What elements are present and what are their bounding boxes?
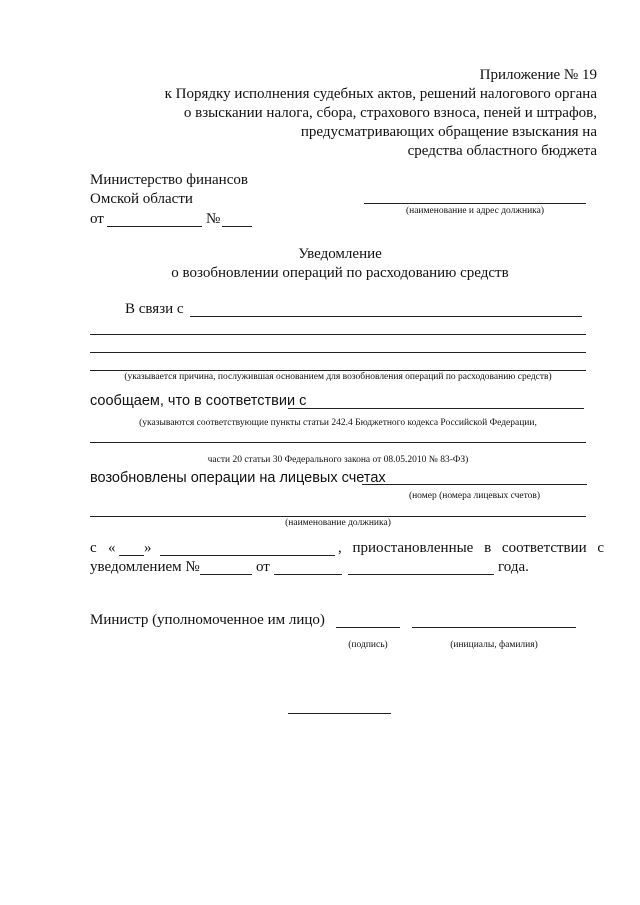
appendix-number: Приложение № 19 [479, 67, 597, 83]
notice-month-field[interactable] [348, 574, 494, 575]
debtor-name-line[interactable] [90, 516, 586, 517]
sender-date-field[interactable] [107, 226, 202, 227]
debtor-name-field[interactable] [364, 203, 586, 204]
month-year-field[interactable] [160, 555, 335, 556]
initials-caption: (инициалы, фамилия) [450, 640, 538, 650]
sender-ministry: Министерство финансов [90, 172, 248, 188]
day-field[interactable] [119, 555, 144, 556]
reason-field-2[interactable] [90, 334, 586, 335]
header-line-2: к Порядку исполнения судебных актов, решений налогового органа [164, 86, 597, 102]
footer-separator [288, 713, 391, 714]
header-line-4: предусматривающих обращение взыскания на [300, 124, 597, 140]
initials-field[interactable] [412, 627, 576, 628]
debtor-caption: (наименование и адрес должника) [405, 206, 545, 216]
sender-region: Омской области [90, 191, 193, 207]
signature-caption: (подпись) [348, 640, 388, 650]
law-field-2[interactable] [90, 442, 586, 443]
notice-date-field[interactable] [274, 574, 342, 575]
law-caption-1: (указываются соответствующие пункты статьи 242.4 Бюджетного кодекса Российской Федерации, [139, 418, 537, 428]
header-line-3: о взыскании налога, сбора, страхового взноса, пеней и штрафов, [183, 105, 597, 121]
accounts-field[interactable] [362, 484, 587, 485]
sender-date-prefix: от [90, 211, 104, 227]
notice-prefix: уведомлением № [90, 559, 200, 575]
quote-close: » [144, 540, 152, 556]
from-prefix: с [90, 540, 97, 556]
reason-caption: (указывается причина, послужившая основанием для возобновления операций по расходованию средств) [124, 372, 552, 382]
reason-prefix: В связи с [125, 301, 184, 317]
inform-prefix: сообщаем, что в соответствии с [90, 393, 307, 409]
law-caption-2: части 20 статьи 30 Федерального закона от 08.05.2010 № 83-ФЗ) [207, 455, 469, 465]
accounts-prefix: возобновлены операции на лицевых счетах [90, 470, 386, 486]
header-line-5: средства областного бюджета [407, 143, 597, 159]
sender-number-field[interactable] [222, 226, 252, 227]
quote-open: « [108, 540, 116, 556]
document-subtitle: о возобновлении операций по расходованию средств [171, 265, 509, 281]
suspended-text: , приостановленные в соответствии с [338, 540, 605, 556]
signer-label: Министр (уполномоченное им лицо) [90, 612, 325, 628]
law-field[interactable] [288, 408, 584, 409]
reason-field-3[interactable] [90, 352, 586, 353]
document-title: Уведомление [298, 246, 382, 262]
reason-field-1[interactable] [190, 316, 582, 317]
signature-field[interactable] [336, 627, 400, 628]
notice-number-field[interactable] [200, 574, 252, 575]
reason-field-4[interactable] [90, 370, 586, 371]
notice-from: от [256, 559, 270, 575]
debtor-name-caption: (наименование должника) [285, 518, 391, 528]
accounts-caption: (номер (номера лицевых счетов) [408, 491, 541, 501]
sender-number-prefix: № [206, 211, 221, 227]
year-suffix: года. [498, 559, 529, 575]
